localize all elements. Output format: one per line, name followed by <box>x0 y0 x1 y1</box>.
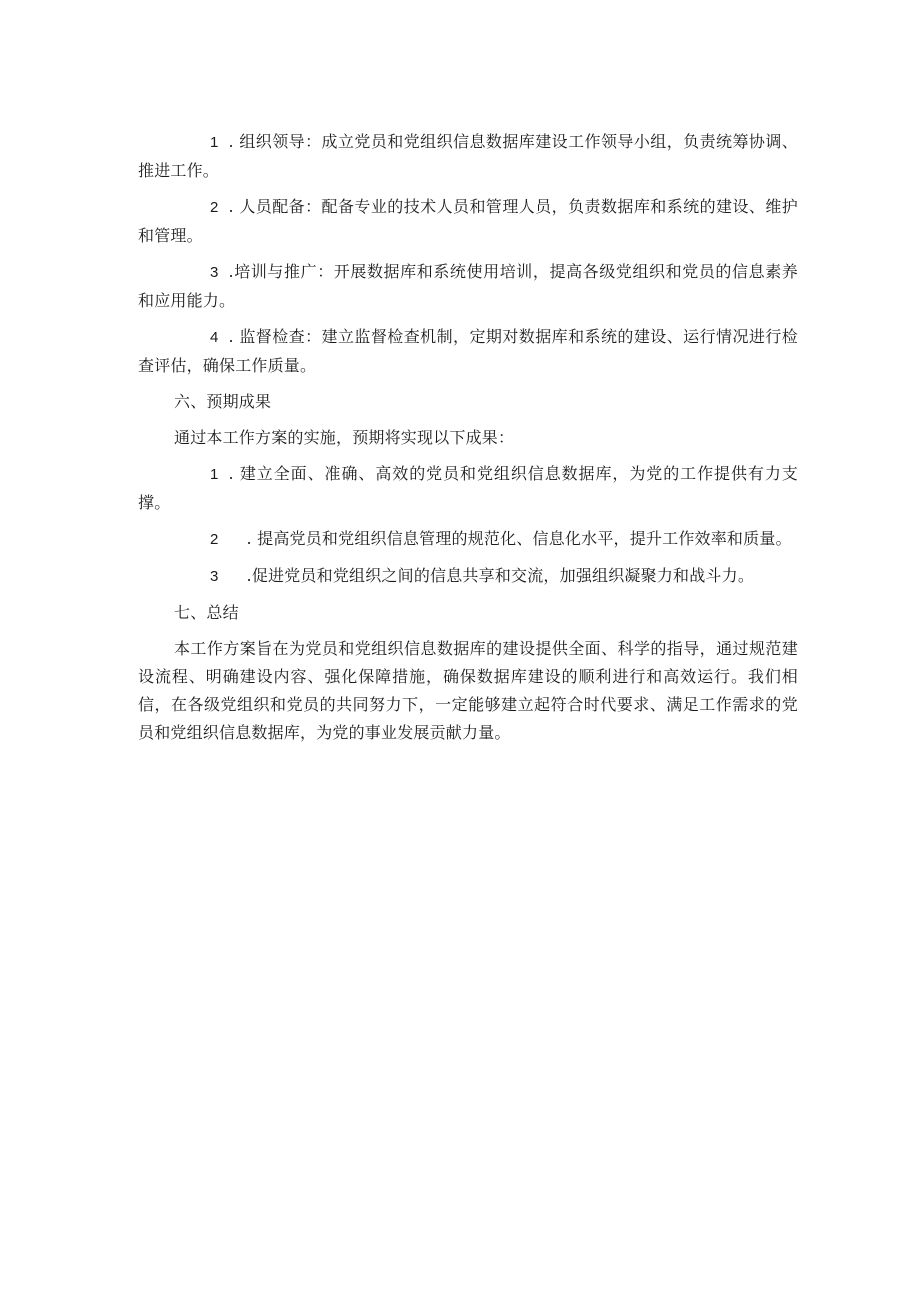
list-item <box>138 128 798 185</box>
document-body <box>138 128 798 755</box>
item-text: . 建立全面、准确、高效的党员和党组织信息数据库，为党的工作提供有力支撑。 <box>138 464 798 512</box>
item-text: .培训与推广：开展数据库和系统使用培训，提高各级党组织和党员的信息素养和应用能力。 <box>138 262 798 310</box>
list-item <box>138 258 798 315</box>
section-heading: 七、总结 <box>174 603 239 622</box>
list-item <box>138 193 798 250</box>
section-heading: 六、预期成果 <box>174 392 272 411</box>
list-item <box>138 562 798 591</box>
section-intro: 通过本工作方案的实施，预期将实现以下成果： <box>174 428 515 447</box>
item-number: 2 <box>210 531 219 548</box>
item-number: 3 <box>210 568 219 585</box>
item-number: 4 <box>210 329 219 346</box>
list-item <box>138 525 798 554</box>
item-number: 1 <box>210 134 219 151</box>
list-item <box>138 460 798 517</box>
list-item <box>138 323 798 380</box>
item-text: . 组织领导：成立党员和党组织信息数据库建设工作领导小组，负责统筹协调、推进工作。 <box>138 132 798 180</box>
summary-paragraph: 本工作方案旨在为党员和党组织信息数据库的建设提供全面、科学的指导，通过规范建设流程、明确建设内容、强化保障措施，确保数据库建设的顺利进行和高效运行。我们相信，在各级党组织和党员的共同努力下，一定能够建立起符合时代要求、满足工作需求的党员和党组织信息数据库，为党的事业发展贡献力量。 <box>138 639 798 742</box>
item-number: 3 <box>210 264 219 281</box>
item-number: 1 <box>210 466 219 483</box>
item-text: . 监督检查：建立监督检查机制，定期对数据库和系统的建设、运行情况进行检查评估，确保工作质量。 <box>138 327 798 375</box>
item-text: .促进党员和党组织之间的信息共享和交流，加强组织凝聚力和战斗力。 <box>246 566 755 585</box>
item-text: . 提高党员和党组织信息管理的规范化、信息化水平，提升工作效率和质量。 <box>246 529 792 548</box>
item-number: 2 <box>210 199 219 216</box>
item-text: . 人员配备：配备专业的技术人员和管理人员，负责数据库和系统的建设、维护和管理。 <box>138 197 798 245</box>
